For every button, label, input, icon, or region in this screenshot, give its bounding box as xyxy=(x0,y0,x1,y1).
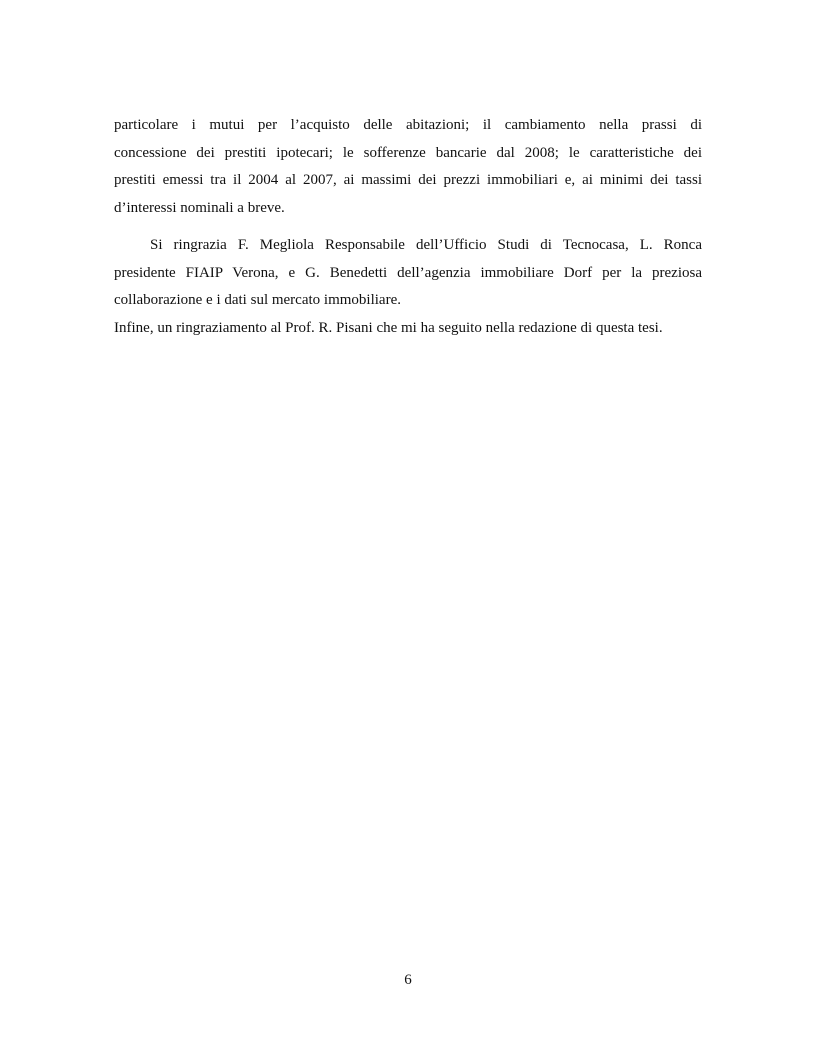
text-line: concessione dei prestiti ipotecari; le sofferenze bancarie dal 2008; le caratteristiche dei xyxy=(114,144,702,161)
page-number: 6 xyxy=(404,972,412,988)
text-line: Infine, un ringraziamento al Prof. R. Pisani che mi ha seguito nella redazione di questa tesi. xyxy=(114,319,663,336)
text-line: presidente FIAIP Verona, e G. Benedetti dell’agenzia immobiliare Dorf per la preziosa xyxy=(114,264,702,281)
text-line: d’interessi nominali a breve. xyxy=(114,199,285,216)
paragraph-acknowledgements xyxy=(114,232,702,315)
text-line: prestiti emessi tra il 2004 al 2007, ai massimi dei prezzi immobiliari e, ai minimi dei tassi xyxy=(114,172,702,188)
text-line: collaborazione e i dati sul mercato immobiliare. xyxy=(114,292,401,308)
text-line: particolare i mutui per l’acquisto delle abitazioni; il cambiamento nella prassi di xyxy=(114,117,702,133)
document-body xyxy=(114,112,702,342)
paragraph-closing-thanks xyxy=(114,315,702,343)
text-line: Si ringrazia F. Megliola Responsabile dell’Ufficio Studi di Tecnocasa, L. Ronca xyxy=(150,237,702,253)
paragraph-mortgage-analysis xyxy=(114,112,702,222)
